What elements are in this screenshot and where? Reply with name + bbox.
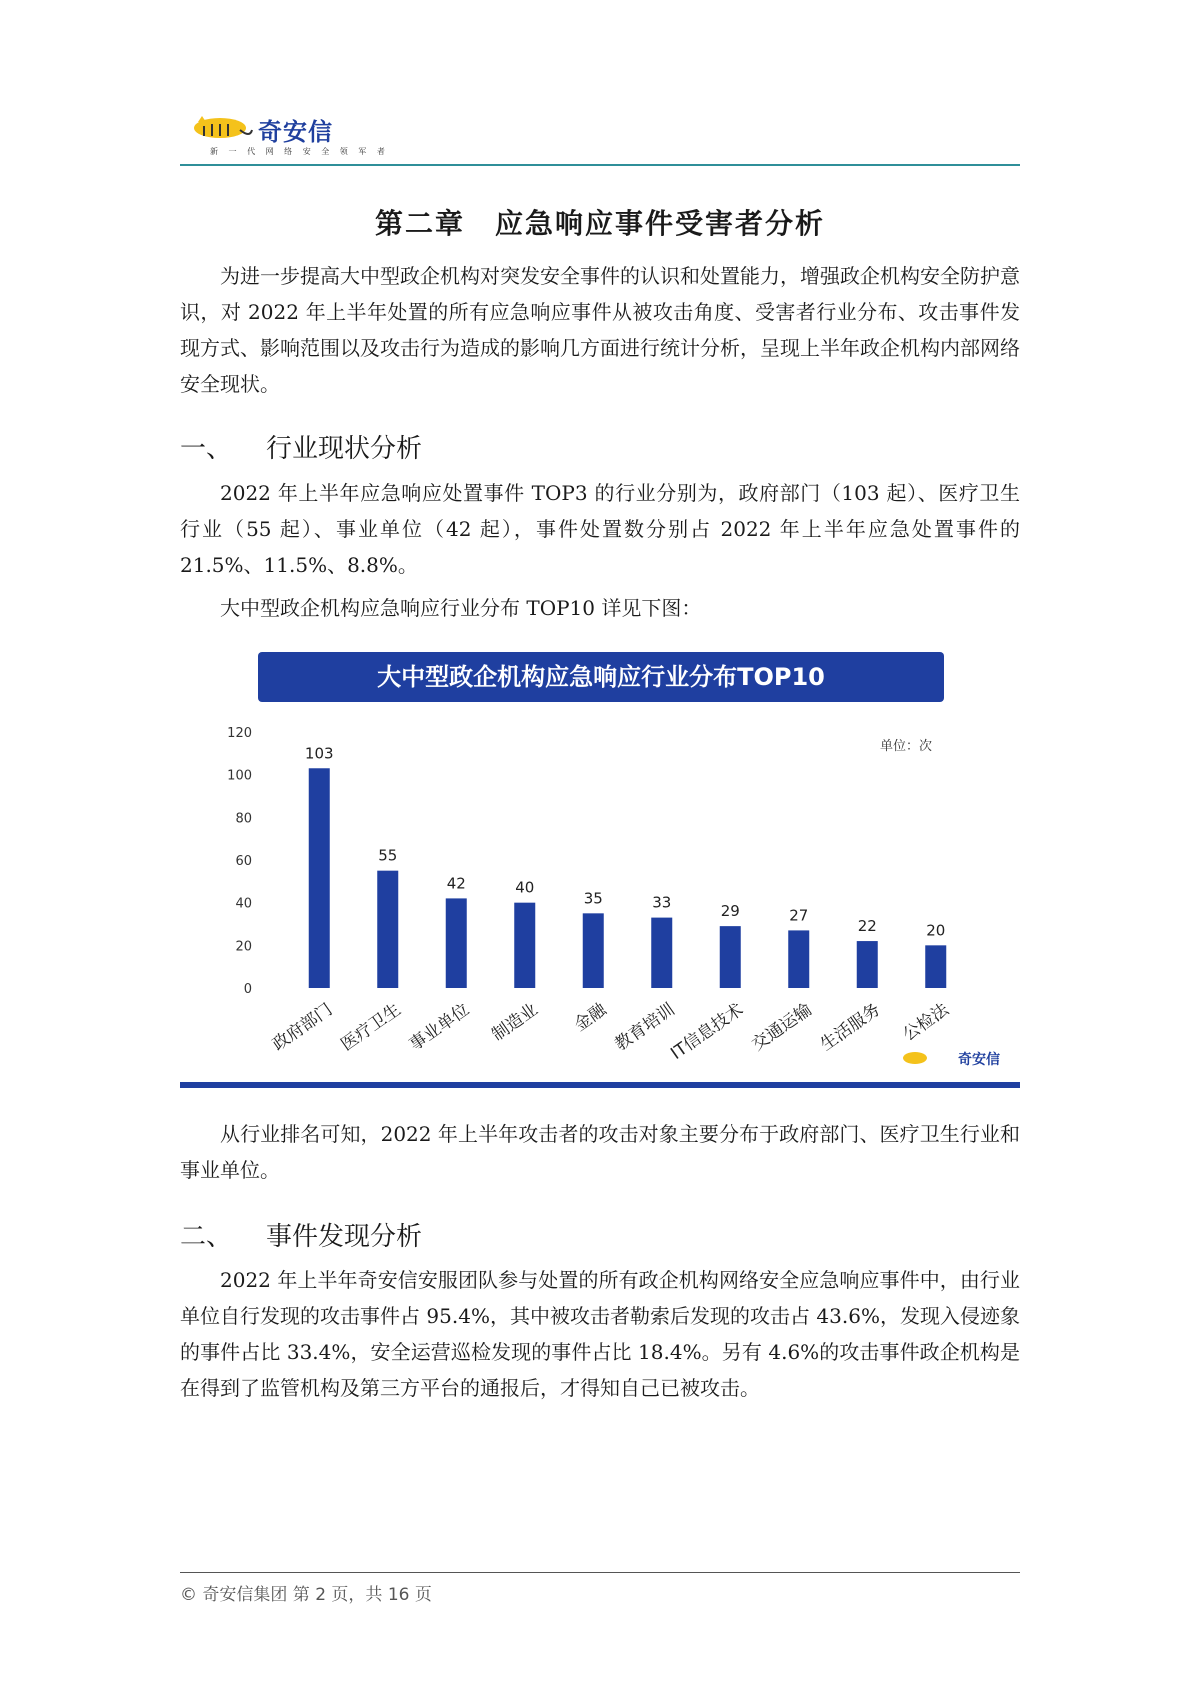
bar: [446, 898, 467, 988]
data-label: 33: [652, 893, 672, 912]
data-label: 55: [378, 846, 398, 865]
chart-plot: [180, 640, 1020, 1080]
header-divider: [180, 164, 1020, 166]
bar: [377, 871, 398, 988]
section1-number: 一、: [180, 434, 233, 464]
y-tick-label: 100: [227, 768, 252, 784]
category-label: 生活服务: [816, 999, 885, 1056]
section1-paragraph-3: 从行业排名可知，2022 年上半年攻击者的攻击对象主要分布于政府部门、医疗卫生行业和事业单位。: [180, 1122, 1020, 1182]
data-label: 29: [720, 902, 740, 921]
chart-bottom-bar: [180, 1082, 1020, 1088]
y-tick-label: 80: [235, 811, 252, 827]
section2-heading: [180, 1216, 422, 1253]
chart-logo-mascot-icon: [903, 1052, 927, 1064]
category-label: 交通运输: [748, 999, 816, 1056]
industry-bar-chart: [180, 640, 1020, 1088]
data-label: 22: [857, 917, 877, 936]
y-tick-label: 60: [235, 854, 252, 869]
chart-title: 大中型政企机构应急响应行业分布TOP10: [258, 652, 944, 702]
section1-paragraph-1: 2022 年上半年应急响应处置事件 TOP3 的行业分别为，政府部门（103 起）、医疗卫生行业（55 起）、事业单位（42 起），事件处置数分别占 2022 年上半年应急处置事件的 21.5%、11.5%、8.8%。: [180, 481, 1020, 577]
section1-heading: [180, 428, 422, 465]
chapter-title: 第二章 应急响应事件受害者分析: [374, 207, 825, 240]
bar: [788, 930, 809, 988]
bar: [651, 918, 672, 988]
data-label: 20: [926, 921, 946, 940]
page-footer: © 奇安信集团 第 2 页，共 16 页: [180, 1585, 432, 1605]
section2-number: 二、: [180, 1222, 233, 1252]
section1-paragraph-2: 大中型政企机构应急响应行业分布 TOP10 详见下图：: [220, 596, 702, 620]
chart-logo-text: 奇安信: [958, 1052, 1000, 1068]
section1-title: 行业现状分析: [266, 434, 423, 464]
category-label: 公检法: [899, 999, 953, 1046]
bar: [309, 768, 330, 988]
y-tick-label: 20: [235, 939, 252, 955]
category-label: 医疗卫生: [337, 999, 405, 1056]
logo-tagline: 新 一 代 网 络 安 全 领 军 者: [210, 147, 389, 156]
data-label: 103: [304, 744, 334, 763]
data-label: 27: [789, 906, 809, 925]
logo-text: 奇安信: [258, 118, 333, 146]
data-label: 35: [583, 889, 603, 908]
category-label: 教育培训: [611, 999, 679, 1056]
section2-title: 事件发现分析: [266, 1222, 423, 1252]
data-label: 40: [515, 878, 535, 897]
y-tick-label: 120: [227, 726, 252, 741]
bar: [583, 913, 604, 988]
bar: [720, 926, 741, 988]
y-tick-label: 40: [235, 896, 252, 912]
unit-label: 单位：次: [880, 739, 933, 754]
page-header: [180, 100, 1020, 168]
bar: [857, 941, 878, 988]
tiger-mascot-icon: [190, 112, 254, 146]
intro-paragraph: 为进一步提高大中型政企机构对突发安全事件的认识和处置能力，增强政企机构安全防护意识，对 2022 年上半年处置的所有应急响应事件从被攻击角度、受害者行业分布、攻击事件发现方式、影响范围以及攻击行为造成的影响几方面进行统计分析，呈现上半年政企机构内部网络安全现状。: [180, 264, 1020, 396]
category-label: IT信息技术: [667, 999, 748, 1064]
bar: [925, 945, 946, 988]
footer-divider: [180, 1572, 1020, 1573]
category-label: 金融: [570, 999, 611, 1036]
data-label: 42: [446, 874, 466, 893]
y-tick-label: 0: [243, 982, 252, 997]
qianxin-logo: [190, 112, 389, 160]
category-label: 事业单位: [405, 999, 474, 1056]
category-label: 制造业: [488, 999, 542, 1046]
category-label: 政府部门: [268, 999, 337, 1056]
bar: [514, 903, 535, 988]
section2-paragraph-1: 2022 年上半年奇安信安服团队参与处置的所有政企机构网络安全应急响应事件中，由行业单位自行发现的攻击事件占 95.4%，其中被攻击者勒索后发现的攻击占 43.6%，发现入侵迹象的事件占比 33.4%，安全运营巡检发现的事件占比 18.4%。另有 4.6%的攻击事件政企机构是在得到了监管机构及第三方平台的通报后，才得知自己已被攻击。: [180, 1268, 1020, 1400]
